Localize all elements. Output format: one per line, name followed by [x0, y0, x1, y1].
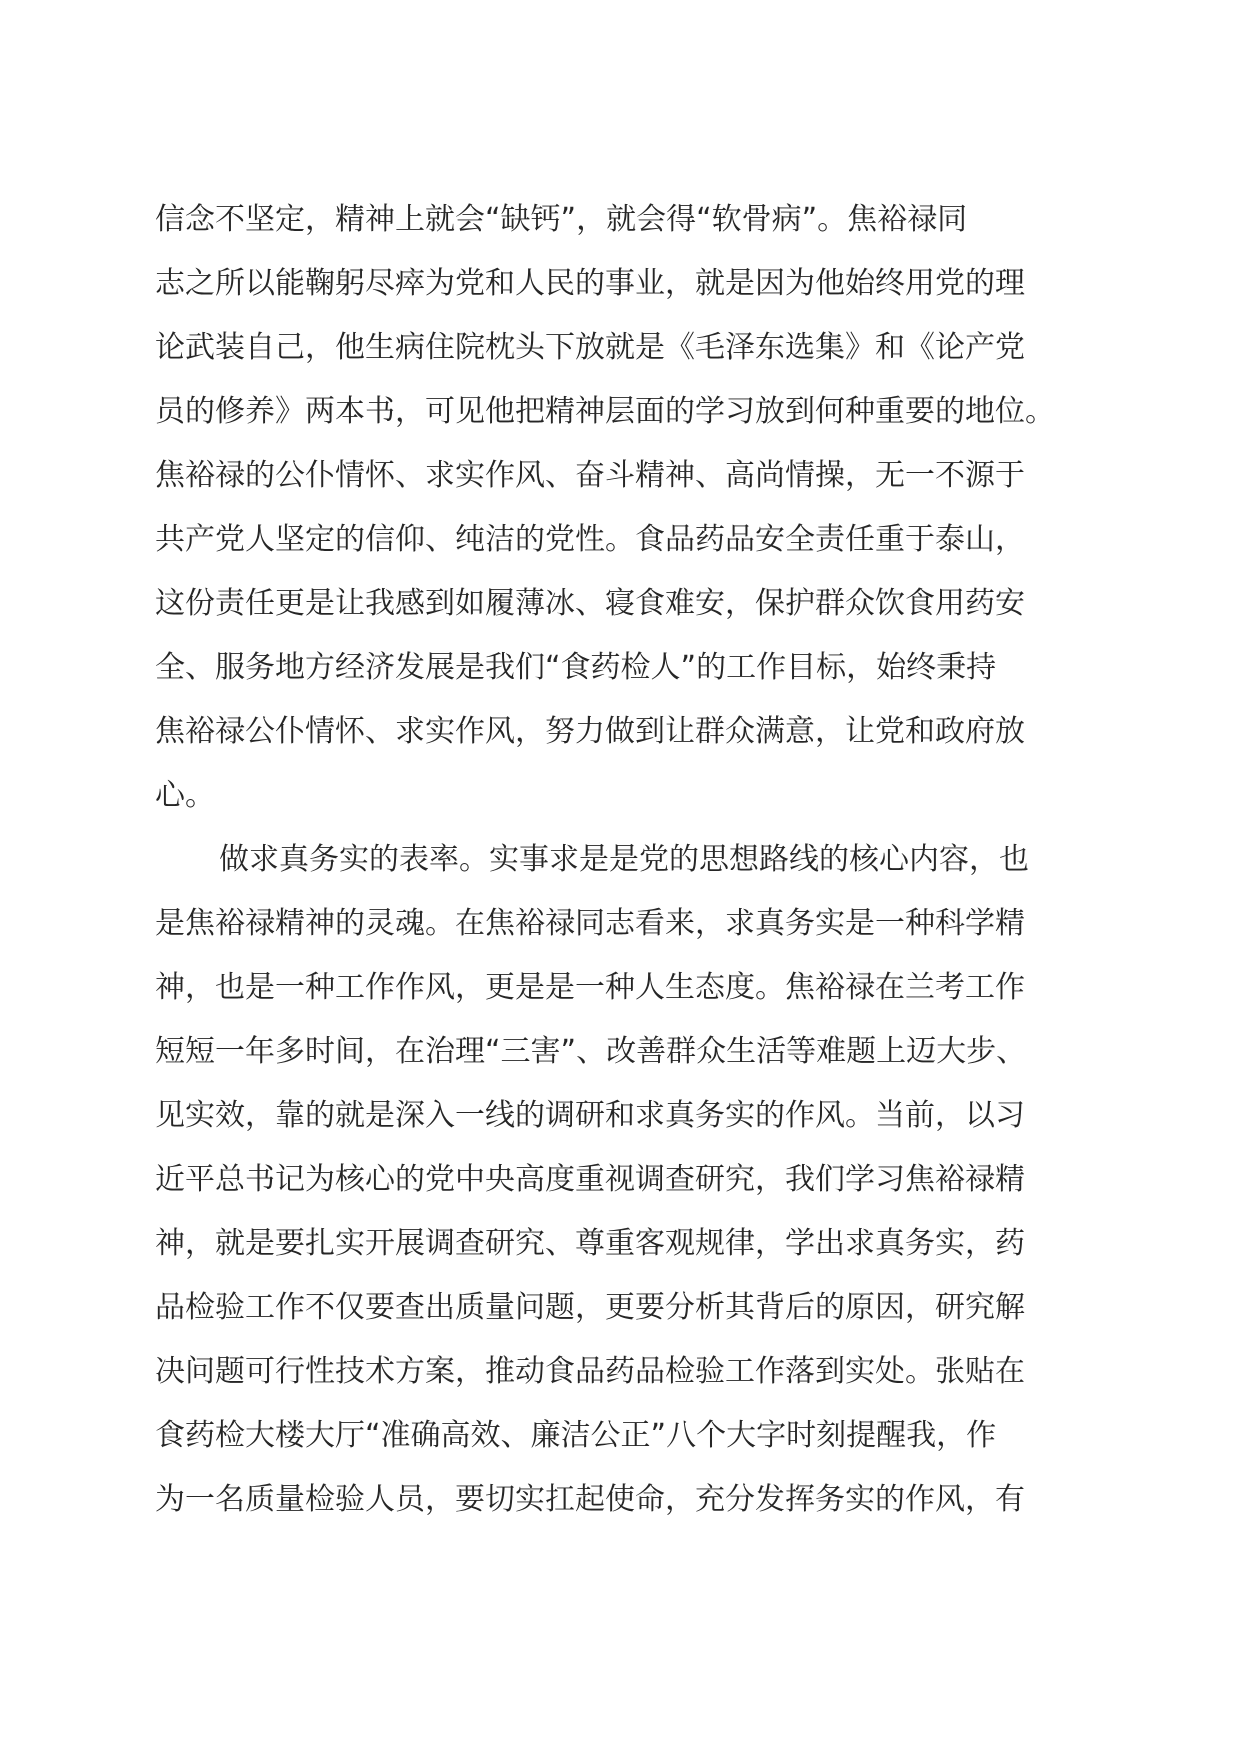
text-line: 是焦裕禄精神的灵魂。在焦裕禄同志看来，求真务实是一种科学精	[155, 906, 1025, 941]
paragraph-first-line: 做求真务实的表率。实事求是是党的思想路线的核心内容，也	[219, 842, 1029, 877]
text-line: 神，就是要扎实开展调查研究、尊重客观规律，学出求真务实，药	[155, 1226, 1025, 1261]
text-line: 近平总书记为核心的党中央高度重视调查研究，我们学习焦裕禄精	[155, 1162, 1025, 1197]
text-line: 信念不坚定，精神上就会“缺钙”，就会得“软骨病”。焦裕禄同	[155, 202, 968, 237]
text-line: 短短一年多时间，在治理“三害”、改善群众生活等难题上迈大步、	[155, 1034, 1027, 1069]
text-line: 共产党人坚定的信仰、纯洁的党性。食品药品安全责任重于泰山，	[155, 522, 1025, 557]
text-line: 决问题可行性技术方案，推动食品药品检验工作落到实处。张贴在	[155, 1354, 1025, 1389]
text-line: 全、服务地方经济发展是我们“食药检人”的工作目标，始终秉持	[155, 650, 997, 685]
text-line: 这份责任更是让我感到如履薄冰、寝食难安，保护群众饮食用药安	[155, 586, 1025, 621]
text-line: 论武装自己，他生病住院枕头下放就是《毛泽东选集》和《论产党	[155, 330, 1025, 365]
text-line: 为一名质量检验人员，要切实扛起使命，充分发挥务实的作风，有	[155, 1482, 1025, 1517]
text-line: 食药检大楼大厅“准确高效、廉洁公正”八个大字时刻提醒我，作	[155, 1418, 997, 1453]
text-line: 焦裕禄公仆情怀、求实作风，努力做到让群众满意，让党和政府放	[155, 714, 1025, 749]
text-line: 见实效，靠的就是深入一线的调研和求真务实的作风。当前，以习	[155, 1098, 1025, 1133]
text-line: 焦裕禄的公仆情怀、求实作风、奋斗精神、高尚情操，无一不源于	[155, 458, 1025, 493]
text-line: 心。	[155, 778, 215, 813]
body-text	[155, 188, 1085, 1532]
text-line: 品检验工作不仅要查出质量问题，更要分析其背后的原因，研究解	[155, 1290, 1025, 1325]
text-line: 志之所以能鞠躬尽瘁为党和人民的事业，就是因为他始终用党的理	[155, 266, 1025, 301]
text-line: 神，也是一种工作作风，更是是一种人生态度。焦裕禄在兰考工作	[155, 970, 1025, 1005]
text-line: 员的修养》两本书，可见他把精神层面的学习放到何种重要的地位。	[155, 394, 1055, 429]
